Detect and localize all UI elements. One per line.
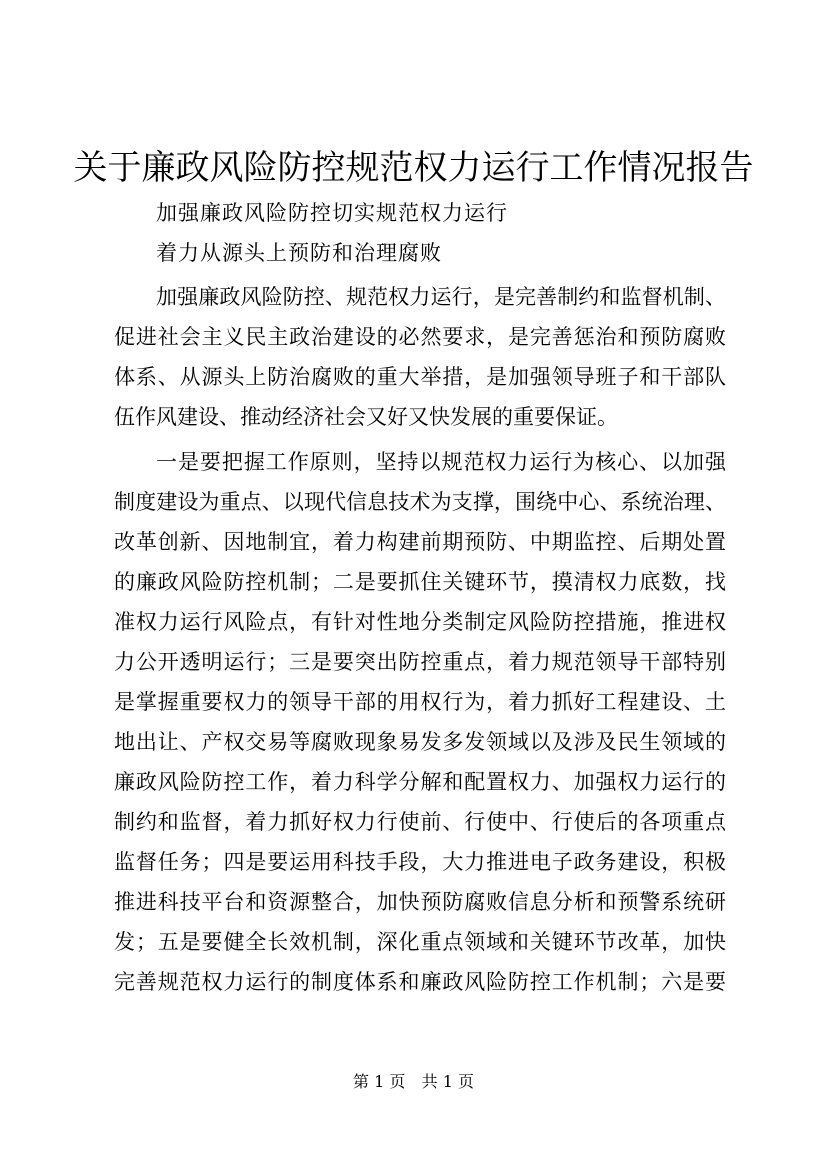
- paragraph-1-line: 体系、从源头上防治腐败的重大举措，是加强领导班子和干部队: [114, 365, 726, 389]
- paragraph-2: [114, 442, 726, 1002]
- paragraph-2-line: 制度建设为重点、以现代信息技术为支撑，围绕中心、系统治理、: [114, 490, 726, 514]
- footer-total-suffix: 页: [457, 1072, 474, 1091]
- subtitle-2: 着力从源头上预防和治理腐败: [156, 241, 442, 265]
- subtitle-1: 加强廉政风险防控切实规范权力运行: [156, 201, 508, 225]
- paragraph-1: [114, 277, 726, 437]
- paragraph-2-line: 力公开透明运行；三是要突出防控重点，着力规范领导干部特别: [114, 650, 726, 674]
- paragraph-2-line: 准权力运行风险点，有针对性地分类制定风险防控措施，推进权: [114, 610, 726, 634]
- paragraph-2-line: 廉政风险防控工作，着力科学分解和配置权力、加强权力运行的: [114, 770, 726, 794]
- page-footer: [0, 1070, 827, 1094]
- footer-total-number: 1: [442, 1072, 453, 1091]
- paragraph-2-line: 发；五是要健全长效机制，深化重点领域和关键环节改革，加快: [114, 930, 726, 954]
- paragraph-1-line: 加强廉政风险防控、规范权力运行，是完善制约和监督机制、: [156, 285, 726, 309]
- footer-page-suffix: 页: [389, 1072, 406, 1091]
- footer-total-label: 共: [421, 1072, 438, 1091]
- paragraph-2-line: 制约和监督，着力抓好权力行使前、行使中、行使后的各项重点: [114, 810, 726, 834]
- paragraph-2-line: 地出让、产权交易等腐败现象易发多发领域以及涉及民生领域的: [114, 730, 726, 754]
- footer-page-number: 1: [374, 1072, 385, 1091]
- paragraph-1-line: 伍作风建设、推动经济社会又好又快发展的重要保证。: [114, 405, 618, 429]
- paragraph-2-line: 的廉政风险防控机制；二是要抓住关键环节，摸清权力底数，找: [114, 570, 726, 594]
- footer-page-label: 第: [353, 1072, 370, 1091]
- paragraph-2-line: 一是要把握工作原则，坚持以规范权力运行为核心、以加强: [156, 450, 726, 474]
- paragraph-2-line: 推进科技平台和资源整合，加快预防腐败信息分析和预警系统研: [114, 890, 726, 914]
- paragraph-2-line: 改革创新、因地制宜，着力构建前期预防、中期监控、后期处置: [114, 530, 726, 554]
- document-title: 关于廉政风险防控规范权力运行工作情况报告: [73, 148, 754, 188]
- paragraph-1-line: 促进社会主义民主政治建设的必然要求，是完善惩治和预防腐败: [114, 325, 726, 349]
- paragraph-2-line: 完善规范权力运行的制度体系和廉政风险防控工作机制；六是要: [114, 970, 726, 994]
- paragraph-2-line: 是掌握重要权力的领导干部的用权行为，着力抓好工程建设、土: [114, 690, 726, 714]
- paragraph-2-line: 监督任务；四是要运用科技手段，大力推进电子政务建设，积极: [114, 850, 726, 874]
